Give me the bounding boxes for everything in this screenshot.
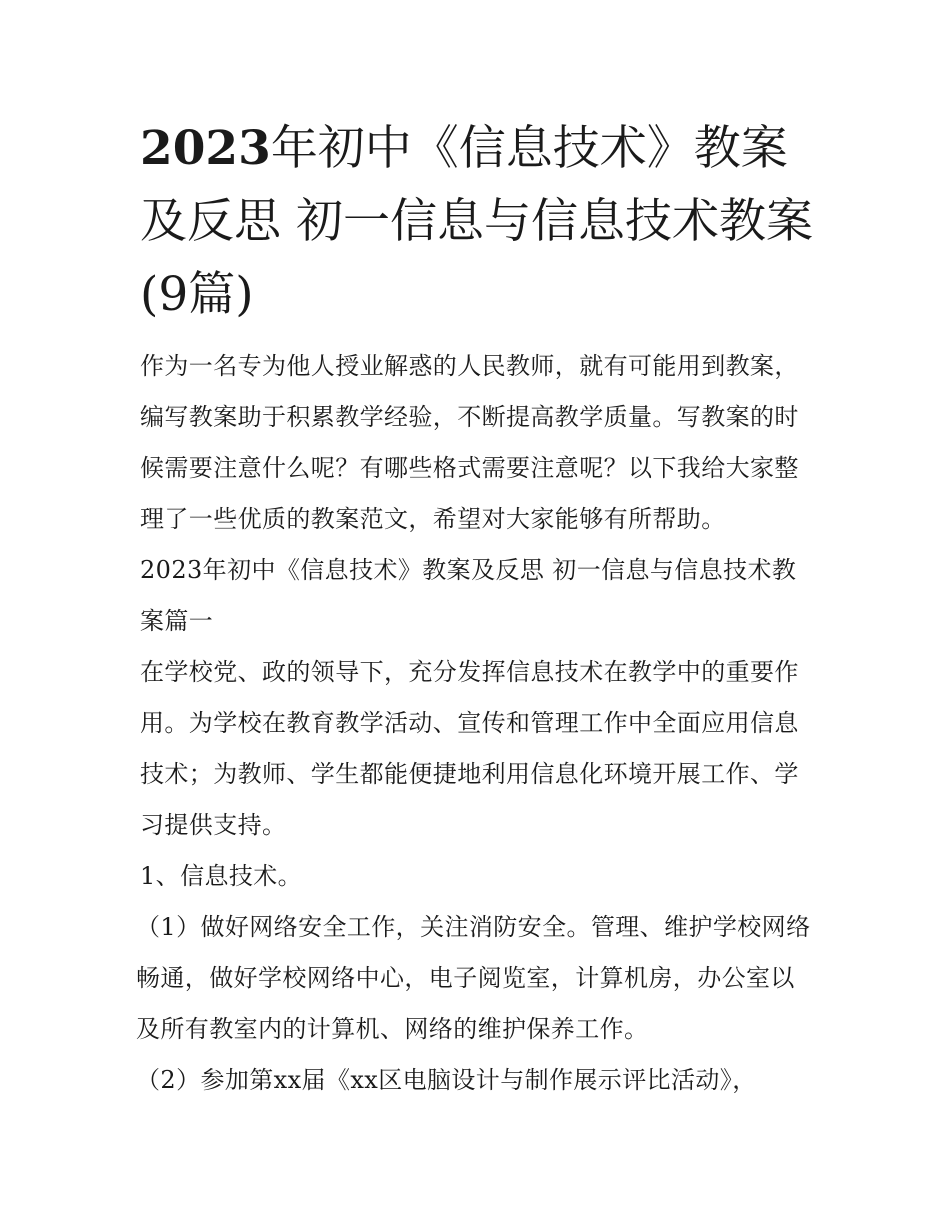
intro-paragraph: 作为一名专为他人授业解惑的人民教师，就有可能用到教案，编写教案助于积累教学经验，不断提高教学质量。写教案的时候需要注意什么呢？有哪些格式需要注意呢？以下我给大家整理了一些优质的教案范文，希望对大家能够有所帮助。 [140,352,799,533]
list-item: （2）参加第xx届《xx区电脑设计与制作展示评比活动》， [136,1066,757,1094]
title-text: 年初中《信息技术》教案及反思 初一信息与信息技术教案(9篇) [140,121,813,322]
body-paragraph: 在学校党、政的领导下，充分发挥信息技术在教学中的重要作用。为学校在教育教学活动、宣传和管理工作中全面应用信息技术；为教师、学生都能便捷地利用信息化环境开展工作、学习提供支持。 [140,658,799,839]
list-item: （1）做好网络安全工作，关注消防安全。管理、维护学校网络畅通，做好学校网络中心，电子阅览室，计算机房，办公室以及所有教室内的计算机、网络的维护保养工作。 [136,913,811,1043]
document-body [136,112,815,1106]
title-year: 2023 [140,121,271,176]
section-heading: 2023年初中《信息技术》教案及反思 初一信息与信息技术教案篇一 [140,556,797,635]
document-title [140,112,815,331]
list-heading: 1、信息技术。 [140,862,303,890]
